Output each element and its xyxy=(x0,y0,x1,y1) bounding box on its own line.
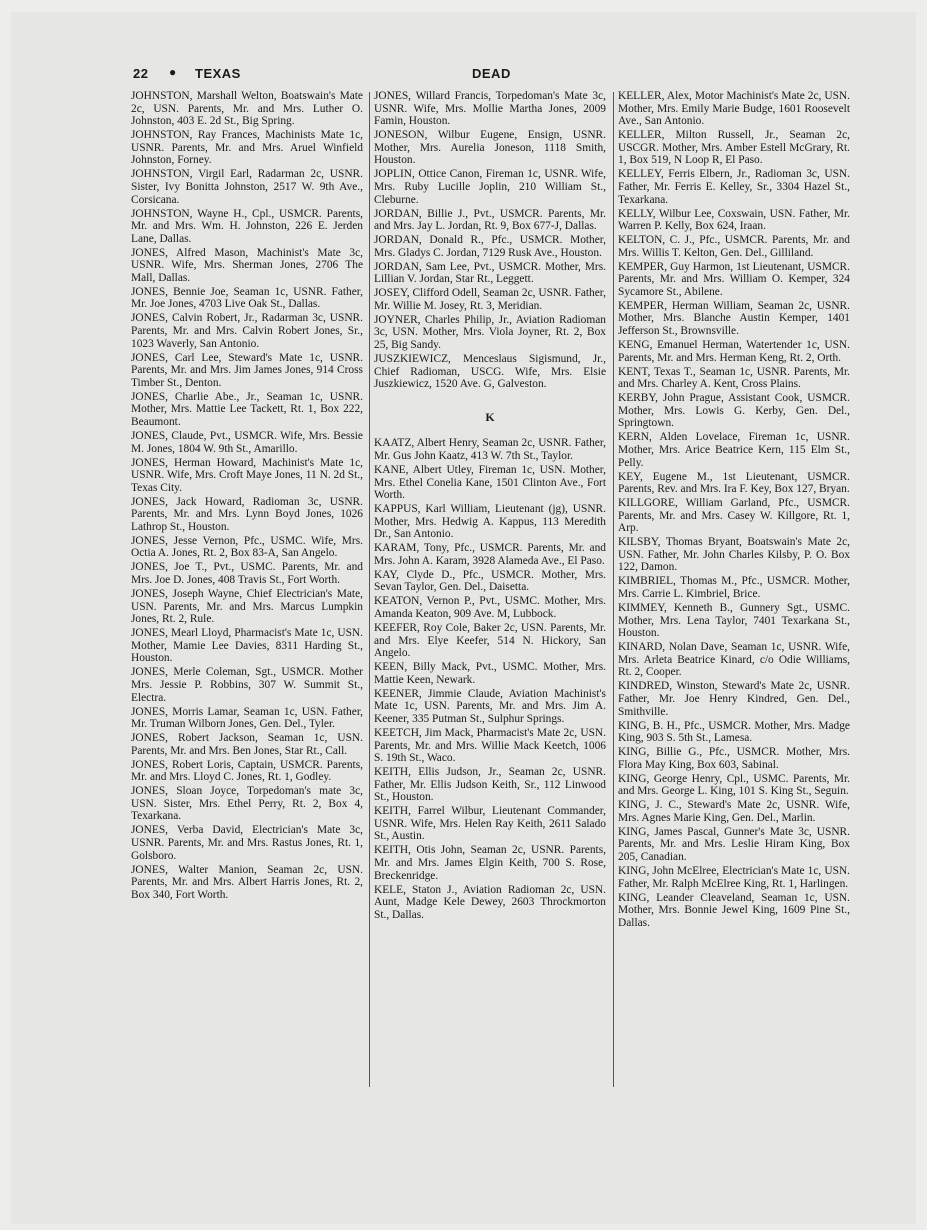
column-1 xyxy=(131,90,363,903)
list-item: KING, Leander Cleaveland, Seaman 1c, USN. Mother, Mrs. Bonnie Jewel King, 1609 Pine St., Dallas. xyxy=(618,891,850,929)
list-item: KING, James Pascal, Gunner's Mate 3c, USNR. Parents, Mr. and Mrs. Leslie Hiram King, Box 205, Canadian. xyxy=(618,825,850,864)
list-item: JONES, Walter Manion, Seaman 2c, USN. Parents, Mr. and Mrs. Albert Harris Jones, Rt. 2, Box 340, Fort Worth. xyxy=(131,863,363,901)
list-item: JONES, Sloan Joyce, Torpedoman's mate 3c, USN. Sister, Mrs. Ethel Perry, Rt. 2, Box 4, Texarkana. xyxy=(131,785,363,823)
column-divider xyxy=(613,92,614,1087)
list-item: KEY, Eugene M., 1st Lieutenant, USMCR. Parents, Rev. and Mrs. Ira F. Key, Box 127, Bryan. xyxy=(618,470,850,496)
list-item: JONESON, Wilbur Eugene, Ensign, USNR. Mother, Mrs. Aurelia Joneson, 1118 Smith, Houston. xyxy=(374,129,606,167)
list-item: JONES, Carl Lee, Steward's Mate 1c, USNR. Parents, Mr. and Mrs. Jim James Jones, 914 Cross Timber St., Denton. xyxy=(131,351,363,389)
list-item: KENG, Emanuel Herman, Watertender 1c, USN. Parents, Mr. and Mrs. Herman Keng, Rt. 2, Orth. xyxy=(618,339,850,364)
list-item: KINARD, Nolan Dave, Seaman 1c, USNR. Wife, Mrs. Arleta Beatrice Kinard, c/o Odie Williams, Rt. 2, Cooper. xyxy=(618,641,850,679)
list-item: JOYNER, Charles Philip, Jr., Aviation Radioman 3c, USN. Mother, Mrs. Viola Joyner, Rt. 2, Box 25, Big Sandy. xyxy=(374,313,606,352)
list-item: KEEN, Billy Mack, Pvt., USMC. Mother, Mrs. Mattie Keen, Newark. xyxy=(374,661,606,686)
list-item: KING, George Henry, Cpl., USMC. Parents, Mr. and Mrs. George L. King, 101 S. King St., Seguin. xyxy=(618,772,850,798)
list-item: JONES, Verba David, Electrician's Mate 3c, USNR. Parents, Mr. and Mrs. Rastus Jones, Rt. 1, Golsboro. xyxy=(131,824,363,862)
list-item: KINDRED, Winston, Steward's Mate 2c, USNR. Father, Mr. Joe Henry Kindred, Gen. Del., Smithville. xyxy=(618,680,850,718)
list-item: JONES, Charlie Abe., Jr., Seaman 1c, USNR. Mother, Mrs. Mattie Lee Tackett, Rt. 1, Box 222, Beaumont. xyxy=(131,390,363,428)
list-item: JONES, Robert Loris, Captain, USMCR. Parents, Mr. and Mrs. Lloyd C. Jones, Rt. 1, Godley. xyxy=(131,758,363,784)
list-item: KING, J. C., Steward's Mate 2c, USNR. Wife, Mrs. Agnes Marie King, Gen. Del., Marlin. xyxy=(618,799,850,824)
list-item: JORDAN, Donald R., Pfc., USMCR. Mother, Mrs. Gladys C. Jordan, 7129 Rusk Ave., Houston. xyxy=(374,234,606,259)
list-item: KELLER, Alex, Motor Machinist's Mate 2c, USN. Mother, Mrs. Emily Marie Budge, 1601 Roosevelt Ave., San Antonio. xyxy=(618,90,850,128)
list-item: KILLGORE, William Garland, Pfc., USMCR. Parents, Mr. and Mrs. Casey W. Killgore, Rt. 1, Arp. xyxy=(618,497,850,535)
list-item: JONES, Jesse Vernon, Pfc., USMC. Wife, Mrs. Octia A. Jones, Rt. 2, Box 83-A, San Angelo. xyxy=(131,534,363,560)
list-item: KING, Billie G., Pfc., USMCR. Mother, Mrs. Flora May King, Box 603, Sabinal. xyxy=(618,746,850,771)
list-item: KAY, Clyde D., Pfc., USMCR. Mother, Mrs. Sevan Taylor, Gen. Del., Daisetta. xyxy=(374,568,606,594)
state-name: TEXAS xyxy=(195,66,241,81)
list-item: JORDAN, Sam Lee, Pvt., USMCR. Mother, Mrs. Lillian V. Jordan, Star Rt., Leggett. xyxy=(374,260,606,286)
list-item: KEITH, Farrel Wilbur, Lieutenant Commander, USNR. Wife, Mrs. Helen Ray Keith, 2611 Salado St., Austin. xyxy=(374,805,606,843)
column-2 xyxy=(374,90,606,923)
list-item: JOPLIN, Ottice Canon, Fireman 1c, USNR. Wife, Mrs. Ruby Lucille Joplin, 210 William St., Cleburne. xyxy=(374,168,606,206)
list-item: JONES, Willard Francis, Torpedoman's Mate 3c, USNR. Wife, Mrs. Mollie Martha Jones, 2009 Famin, Houston. xyxy=(374,90,606,128)
list-item: JONES, Bennie Joe, Seaman 1c, USNR. Father, Mr. Joe Jones, 4703 Live Oak St., Dallas. xyxy=(131,285,363,311)
list-item: KEMPER, Herman William, Seaman 2c, USNR. Mother, Mrs. Blanche Austin Kemper, 1401 Jefferson St., Brownsville. xyxy=(618,299,850,338)
list-item: JOHNSTON, Marshall Welton, Boatswain's Mate 2c, USN. Parents, Mr. and Mrs. Luther O. Johnston, 403 E. 2d St., Big Spring. xyxy=(131,90,363,128)
list-item: KERN, Alden Lovelace, Fireman 1c, USNR. Mother, Mrs. Arice Beatrice Kern, 115 Elm St., Pelly. xyxy=(618,431,850,469)
list-item: KIMBRIEL, Thomas M., Pfc., USMCR. Mother, Mrs. Carrie L. Kimbriel, Brice. xyxy=(618,575,850,601)
k-entries xyxy=(374,437,606,921)
list-item: KELLEY, Ferris Elbern, Jr., Radioman 3c, USN. Father, Mr. Ferris E. Kelley, Sr., 3304 Hazel St., Texarkana. xyxy=(618,168,850,206)
list-item: KERBY, John Prague, Assistant Cook, USMCR. Mother, Mrs. Lowis G. Kerby, Gen. Del., Springtown. xyxy=(618,392,850,430)
page-header xyxy=(133,66,855,84)
list-item: KIMMEY, Kenneth B., Gunnery Sgt., USMC. Mother, Mrs. Lena Taylor, 7401 Texarkana St., Houston. xyxy=(618,602,850,640)
column-divider xyxy=(369,92,370,1087)
list-item: JONES, Merle Coleman, Sgt., USMCR. Mother Mrs. Jessie P. Robbins, 307 W. Summit St., Electra. xyxy=(131,666,363,704)
list-item: JUSZKIEWICZ, Menceslaus Sigismund, Jr., Chief Radioman, USCG. Wife, Mrs. Elsie Juszkiewicz, 1520 Ave. G, Galveston. xyxy=(374,353,606,391)
list-item: KEMPER, Guy Harmon, 1st Lieutenant, USMCR. Parents, Mr. and Mrs. William O. Kemper, 324 Sycamore St., Abilene. xyxy=(618,260,850,298)
list-item: JORDAN, Billie J., Pvt., USMCR. Parents, Mr. and Mrs. Jay L. Jordan, Rt. 9, Box 677-J, Dallas. xyxy=(374,207,606,233)
list-item: JONES, Claude, Pvt., USMCR. Wife, Mrs. Bessie M. Jones, 1804 W. 9th St., Amarillo. xyxy=(131,429,363,455)
page-title: DEAD xyxy=(472,66,511,81)
list-item: KARAM, Tony, Pfc., USMCR. Parents, Mr. and Mrs. John A. Karam, 3928 Alameda Ave., El Paso. xyxy=(374,542,606,567)
page-number: 22 xyxy=(133,66,149,81)
column-3 xyxy=(618,90,850,931)
list-item: KAATZ, Albert Henry, Seaman 2c, USNR. Father, Mr. Gus John Kaatz, 413 W. 7th St., Taylor. xyxy=(374,437,606,462)
section-heading-k: K xyxy=(485,409,495,424)
list-item: KEITH, Ellis Judson, Jr., Seaman 2c, USNR. Father, Mr. Ellis Judson Keith, Sr., 112 Linwood St., Houston. xyxy=(374,766,606,804)
list-item: JONES, Calvin Robert, Jr., Radarman 3c, USNR. Parents, Mr. and Mrs. Calvin Robert Jones, Sr., 1023 Waverly, San Antonio. xyxy=(131,312,363,350)
list-item: KILSBY, Thomas Bryant, Boatswain's Mate 2c, USN. Father, Mr. John Charles Kilsby, P. O. Box 122, Damon. xyxy=(618,536,850,574)
list-item: KELLY, Wilbur Lee, Coxswain, USN. Father, Mr. Warren P. Kelly, Box 624, Iraan. xyxy=(618,207,850,233)
list-item: KAPPUS, Karl William, Lieutenant (jg), USNR. Mother, Mrs. Hedwig A. Kappus, 113 Meredith Dr., San Antonio. xyxy=(374,503,606,541)
list-item: JONES, Jack Howard, Radioman 3c, USNR. Parents, Mr. and Mrs. Lynn Boyd Jones, 1026 Lathrop St., Houston. xyxy=(131,495,363,533)
list-item: JOHNSTON, Virgil Earl, Radarman 2c, USNR. Sister, Ivy Bonitta Johnston, 2517 W. 9th Ave., Corsicana. xyxy=(131,168,363,206)
list-item: KING, B. H., Pfc., USMCR. Mother, Mrs. Madge King, 903 S. 5th St., Lamesa. xyxy=(618,719,850,745)
list-item: KELTON, C. J., Pfc., USMCR. Parents, Mr. and Mrs. Willis T. Kelton, Gen. Del., Gilliland. xyxy=(618,234,850,259)
list-item: KEEFER, Roy Cole, Baker 2c, USN. Parents, Mr. and Mrs. Elye Keefer, 514 N. Hickory, San Angelo. xyxy=(374,622,606,660)
list-item: KEETCH, Jim Mack, Pharmacist's Mate 2c, USN. Parents, Mr. and Mrs. Willie Mack Keetch, 1006 S. 19th St., Waco. xyxy=(374,726,606,765)
list-item: JOHNSTON, Ray Frances, Machinists Mate 1c, USNR. Parents, Mr. and Mrs. Aruel Winfield Johnston, Forney. xyxy=(131,129,363,167)
list-item: JONES, Joe T., Pvt., USMC. Parents, Mr. and Mrs. Joe D. Jones, 408 Travis St., Fort Worth. xyxy=(131,561,363,587)
list-item: KEITH, Otis John, Seaman 2c, USNR. Parents, Mr. and Mrs. James Elgin Keith, 700 S. Rose, Breckenridge. xyxy=(374,844,606,882)
list-item: JONES, Robert Jackson, Seaman 1c, USN. Parents, Mr. and Mrs. Ben Jones, Star Rt., Call. xyxy=(131,732,363,757)
list-item: KEATON, Vernon P., Pvt., USMC. Mother, Mrs. Amanda Keaton, 909 Ave. M, Lubbock. xyxy=(374,595,606,621)
bullet-icon: ● xyxy=(169,65,177,79)
j-entries xyxy=(374,90,606,391)
list-item: JONES, Mearl Lloyd, Pharmacist's Mate 1c, USN. Mother, Mamie Lee Davies, 8311 Harding St., Houston. xyxy=(131,627,363,665)
list-item: JOSEY, Clifford Odell, Seaman 2c, USNR. Father, Mr. Willie M. Josey, Rt. 3, Meridian. xyxy=(374,287,606,312)
list-item: KELE, Staton J., Aviation Radioman 2c, USN. Aunt, Madge Kele Dewey, 2603 Throckmorton St., Dallas. xyxy=(374,883,606,921)
list-item: KANE, Albert Utley, Fireman 1c, USN. Mother, Mrs. Ethel Conelia Kane, 1501 Clinton Ave., Fort Worth. xyxy=(374,463,606,502)
list-item: JONES, Morris Lamar, Seaman 1c, USN. Father, Mr. Truman Wilborn Jones, Gen. Del., Tyler. xyxy=(131,705,363,731)
list-item: JONES, Joseph Wayne, Chief Electrician's Mate, USN. Parents, Mr. and Mrs. Marcus Lumpkin Jones, Rt. 2, Rule. xyxy=(131,588,363,626)
list-item: JOHNSTON, Wayne H., Cpl., USMCR. Parents, Mr. and Mrs. Wm. H. Johnston, 226 E. Jerden Lane, Dallas. xyxy=(131,207,363,245)
list-item: KING, John McElree, Electrician's Mate 1c, USN. Father, Mr. Ralph McElree King, Rt. 1, Harlingen. xyxy=(618,865,850,890)
list-item: JONES, Herman Howard, Machinist's Mate 1c, USNR. Wife, Mrs. Croft Maye Jones, 11 N. 2d St., Texas City. xyxy=(131,456,363,494)
list-item: JONES, Alfred Mason, Machinist's Mate 3c, USNR. Wife, Mrs. Sherman Jones, 2706 The Mall, Dallas. xyxy=(131,246,363,284)
list-item: KENT, Texas T., Seaman 1c, USNR. Parents, Mr. and Mrs. Charley A. Kent, Cross Plains. xyxy=(618,365,850,391)
list-item: KEENER, Jimmie Claude, Aviation Machinist's Mate 1c, USN. Parents, Mr. and Mrs. Jim A. Keener, 335 Putman St., Sulphur Springs. xyxy=(374,687,606,725)
list-item: KELLER, Milton Russell, Jr., Seaman 2c, USCGR. Mother, Mrs. Amber Estell McGrary, Rt. 1, Box 519, N Loop R, El Paso. xyxy=(618,129,850,167)
